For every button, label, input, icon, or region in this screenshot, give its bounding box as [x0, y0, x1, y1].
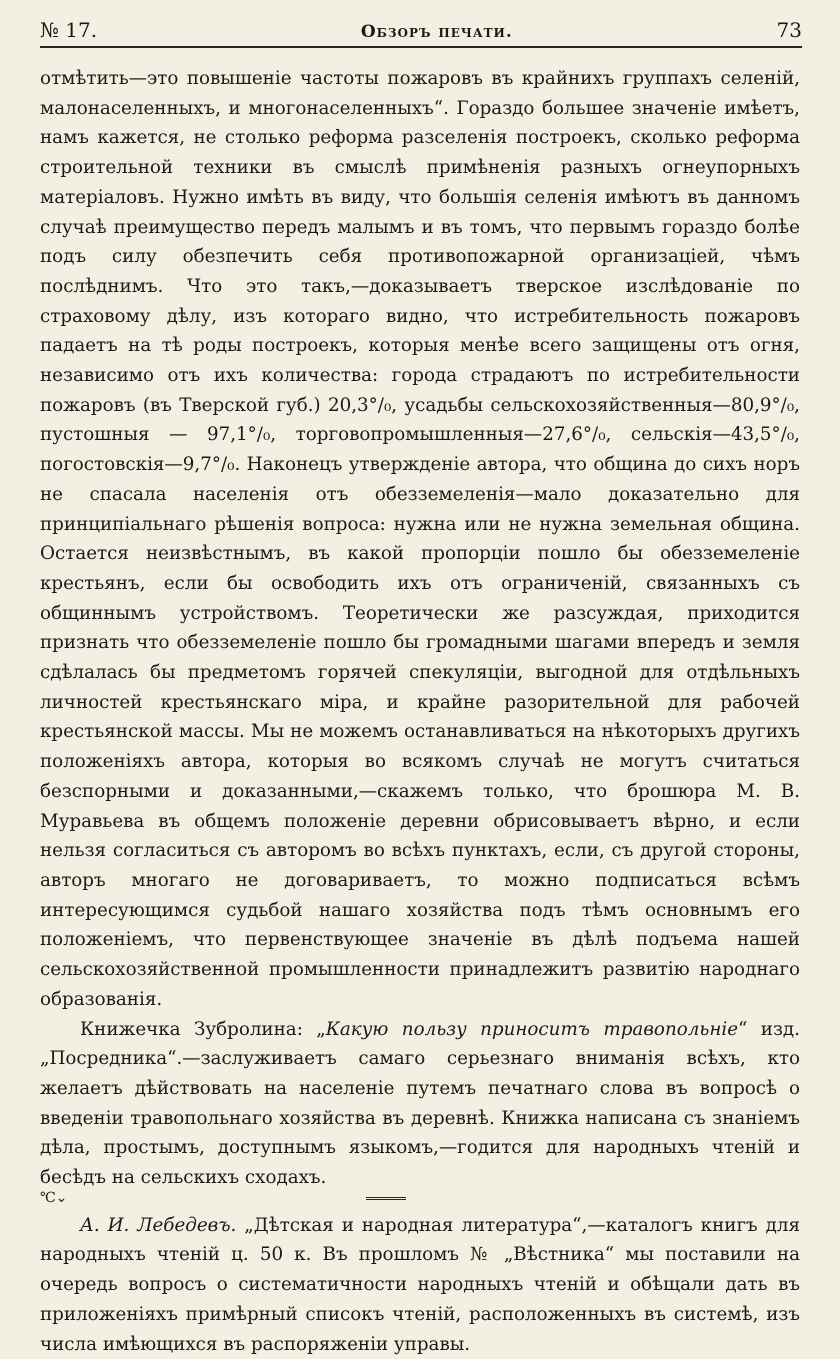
page-header: [40, 16, 802, 48]
paragraph-2-lead: Книжечка Зубролина: „: [80, 1018, 326, 1040]
page-number: 73: [776, 18, 802, 42]
running-title: Обзоръ печати.: [360, 22, 513, 42]
separator-rule: [366, 1197, 406, 1200]
paragraph-2-text: “ изд. „Посредника“.—заслуживаетъ самаго серьезнаго вниманія всѣхъ, кто желаетъ дѣйствовать на населеніе путемъ печатнаго слова въ вопросѣ о введеніи травопольнаго хозяйства въ деревнѣ. Книжка написана съ знаніемъ дѣла, простымъ, доступнымъ языкомъ,—годится для народныхъ чтеній и бесѣдъ на сельскихъ сходахъ.: [40, 1018, 800, 1189]
section-separator: [40, 1189, 800, 1211]
paragraph-3-text: „Дѣтская и народная литература“,—каталогъ книгъ для народныхъ чтеній ц. 50 к. Въ прошломъ № „Вѣстника“ мы поставили на очередь вопросъ о систематичности народныхъ чтеній и обѣщали дать въ приложеніяхъ примѣрный списокъ чтеній, расположенныхъ въ системѣ, изъ числа имѣющихся въ распоряженіи управы.: [40, 1214, 800, 1355]
issue-number: № 17.: [40, 18, 98, 42]
separator-mark: ℃⌄: [40, 1189, 68, 1206]
article-body: [40, 64, 800, 1359]
paragraph-1: отмѣтить—это повышеніе частоты пожаровъ въ крайнихъ группахъ селеній, малонаселенныхъ, и многонаселенныхъ“. Гораздо большее значеніе имѣетъ, намъ кажется, не столько реформа разселенія построекъ, сколько реформа строительной техники въ смыслѣ примѣненія разныхъ огнеупорныхъ матеріаловъ. Нужно имѣть въ виду, что большія селенія имѣютъ въ данномъ случаѣ преимущество передъ малымъ и въ томъ, что первымъ гораздо болѣе подъ силу обезпечить себя противопожарной организаціей, чѣмъ послѣднимъ. Что это такъ,—доказываетъ тверское изслѣдованіе по страховому дѣлу, изъ котораго видно, что истребительность пожаровъ падаетъ на тѣ роды построекъ, которыя менѣе всего защищены отъ огня, независимо отъ ихъ количества: города страдаютъ по истребительности пожаровъ (въ Тверской губ.) 20,3°/₀, усадьбы сельскохозяйственныя—80,9°/₀, пустошныя — 97,1°/₀, торговопромышленныя—27,6°/₀, сельскія—43,5°/₀, погостовскія—9,7°/₀. Наконецъ утвержденіе автора, что община до сихъ норъ не спасала населенія отъ обезземеленія—мало доказательно для принципіальнаго рѣшенія вопроса: нужна или не нужна земельная община. Остается неизвѣстнымъ, въ какой пропорціи пошло бы обезземеленіе крестьянъ, если бы освободить ихъ отъ ограниченій, связанныхъ съ общиннымъ устройствомъ. Теоретически же разсуждая, приходится признать что обезземеленіе пошло бы громадными шагами впередъ и земля сдѣлалась бы предметомъ горячей спекуляціи, выгодной для отдѣльныхъ личностей крестьянскаго міра, и крайне разорительной для рабочей крестьянской массы. Мы не можемъ останавливаться на нѣкоторыхъ другихъ положеніяхъ автора, которыя во всякомъ случаѣ не могутъ считаться безспорными и доказанными,—скажемъ только, что брошюра М. В. Муравьева въ общемъ положеніе деревни обрисовываетъ вѣрно, и если нельзя согласиться съ авторомъ во всѣхъ пунктахъ, если, съ другой стороны, авторъ многаго не договариваетъ, то можно подписаться всѣмъ интересующимся судьбой нашаго хозяйства подъ тѣмъ основнымъ его положеніемъ, что первенствующее значеніе въ дѣлѣ подъема нашей сельскохозяйственной промышленности принадлежитъ развитію народнаго образованія.: [40, 68, 800, 1010]
book-title: Какую пользу приноситъ травопольніе: [325, 1018, 739, 1040]
author-name: А. И. Лебедевъ.: [80, 1214, 237, 1236]
paragraph-3: [40, 1211, 800, 1359]
paragraph-2: [40, 1015, 800, 1193]
